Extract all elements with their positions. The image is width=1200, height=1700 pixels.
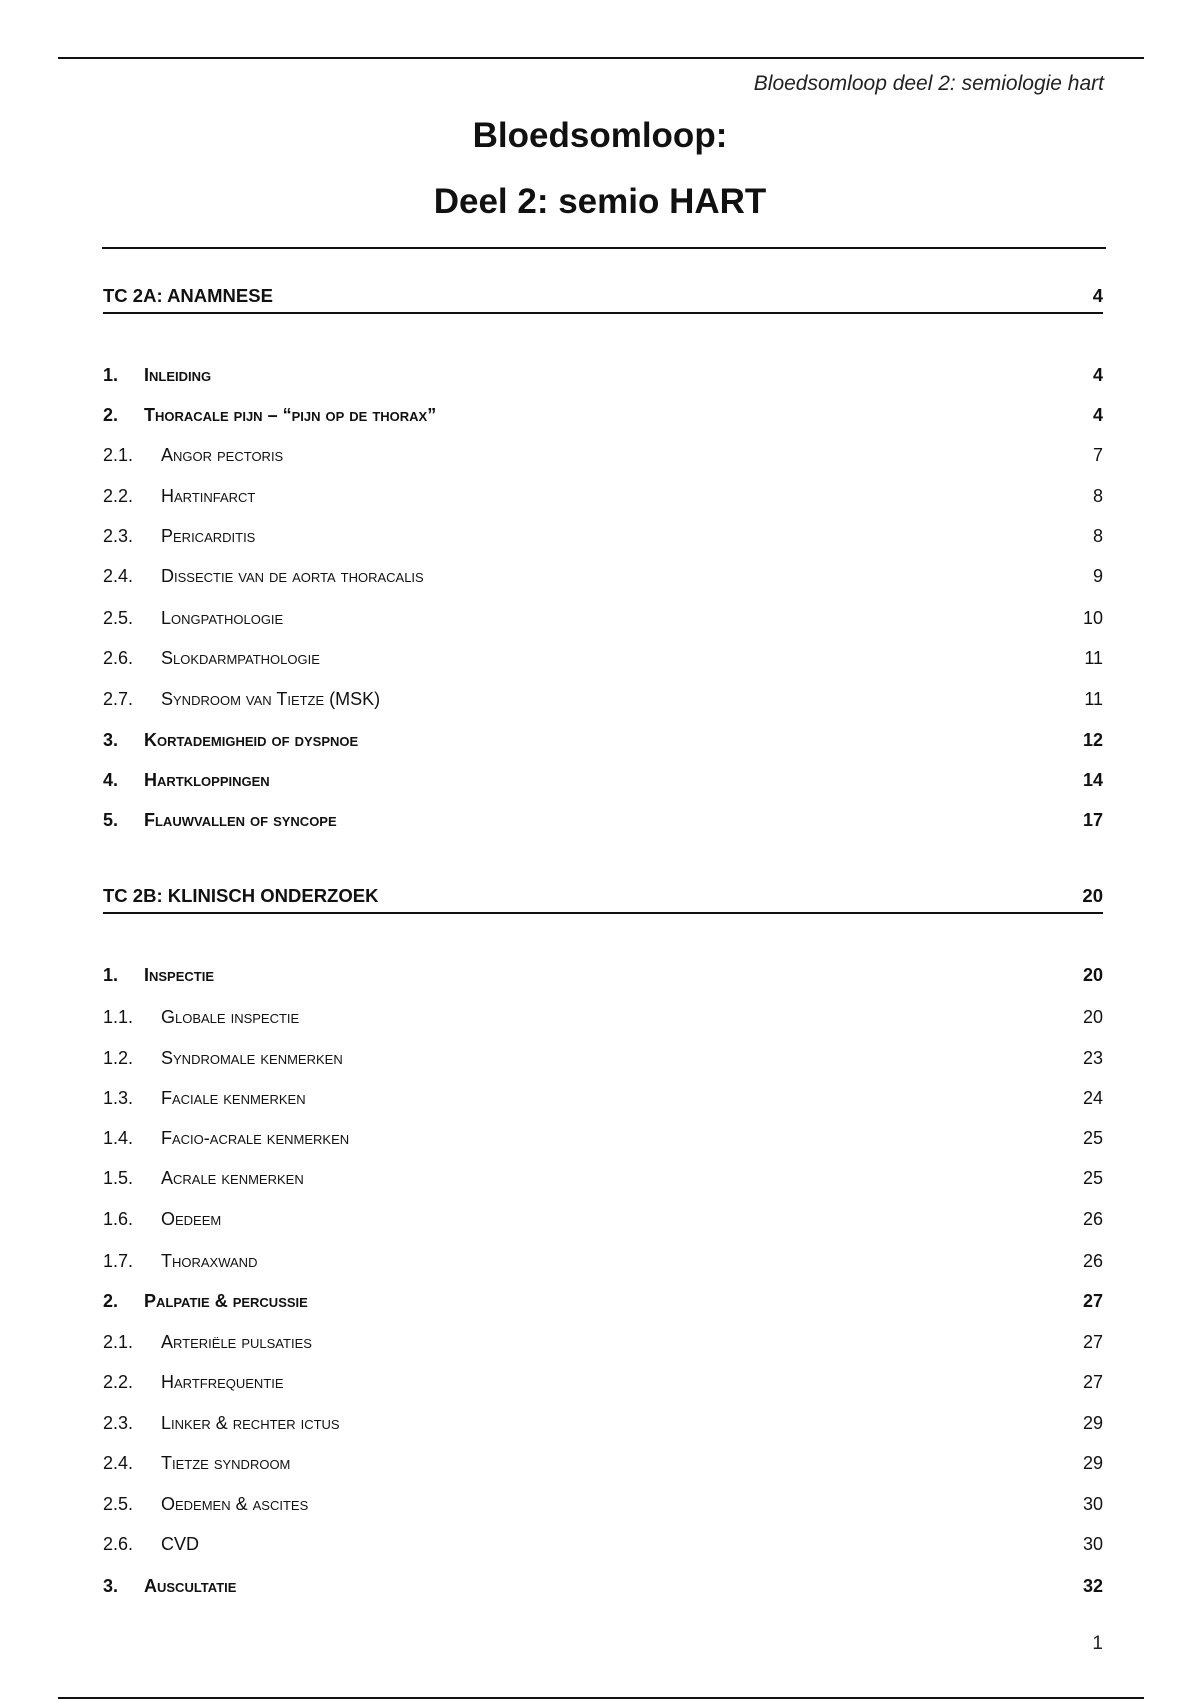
toc-entry-label: Flauwvallen of syncope [144, 810, 337, 830]
toc-entry-label: Linker & rechter ictus [161, 1413, 340, 1433]
toc-entry-number: 1.2. [103, 1048, 134, 1068]
toc-entry[interactable] [103, 644, 1103, 672]
document-subtitle: Deel 2: semio HART [433, 182, 767, 221]
toc-entry-label: Dissectie van de aorta thoracalis [161, 566, 424, 586]
toc-entry-page: 8 [1092, 486, 1103, 506]
toc-entry[interactable] [103, 604, 1103, 632]
toc-entry-number: 2.5. [103, 1494, 134, 1514]
toc-entry[interactable] [103, 1003, 1103, 1031]
toc-section-page: 4 [1092, 285, 1103, 306]
toc-entry-page: 26 [1082, 1209, 1103, 1229]
toc-entry-page: 9 [1092, 566, 1103, 586]
toc-entry-label: Inspectie [144, 965, 215, 985]
toc-entry-page: 20 [1082, 1007, 1103, 1027]
toc-entry[interactable] [103, 1449, 1103, 1477]
toc-entry[interactable] [103, 726, 1103, 754]
toc-entry[interactable] [103, 1084, 1103, 1112]
toc-entry[interactable] [103, 806, 1103, 834]
toc-entry-page: 27 [1082, 1332, 1103, 1352]
toc-entry[interactable] [103, 401, 1103, 429]
toc-entry-number: 2. [103, 1291, 119, 1311]
toc-entry-number: 1.6. [103, 1209, 134, 1229]
toc-entry-label: Acrale kenmerken [161, 1168, 304, 1188]
toc-section-page: 20 [1082, 885, 1103, 906]
toc-entry-page: 32 [1082, 1576, 1103, 1596]
toc-entry-label: Longpathologie [161, 608, 284, 628]
bottom-rule [58, 1697, 1144, 1699]
toc-entry-page: 10 [1082, 608, 1103, 628]
toc-entry-page: 7 [1092, 445, 1103, 465]
toc-entry-label: Thoracale pijn – “pijn op de thorax” [144, 405, 437, 425]
toc-section-label: TC 2B: KLINISCH ONDERZOEK [103, 885, 379, 906]
toc-entry[interactable] [103, 1124, 1103, 1152]
toc-entry-page: 17 [1082, 810, 1103, 830]
toc-entry-number: 1.1. [103, 1007, 134, 1027]
toc-entry-page: 8 [1092, 526, 1103, 546]
toc-entry-page: 4 [1092, 365, 1103, 385]
toc-entry-label: Syndromale kenmerken [161, 1048, 343, 1068]
toc-entry-page: 27 [1082, 1291, 1103, 1311]
toc-entry-page: 12 [1082, 730, 1103, 750]
title-rule [102, 247, 1106, 249]
toc-entry[interactable] [103, 1572, 1103, 1600]
toc-entry-number: 5. [103, 810, 119, 830]
toc-entry-label: Hartinfarct [161, 486, 256, 506]
toc-entry-page: 25 [1082, 1128, 1103, 1148]
toc-entry[interactable] [103, 1328, 1103, 1356]
toc-entry-label: Hartkloppingen [144, 770, 270, 790]
toc-entry-number: 2.6. [103, 1534, 134, 1554]
toc-entry-page: 11 [1084, 648, 1103, 668]
toc-entry-number: 2. [103, 405, 119, 425]
toc-entry-label: Oedemen & ascites [161, 1494, 309, 1514]
toc-entry-label: Syndroom van Tietze (MSK) [161, 689, 381, 709]
toc-entry-page: 24 [1082, 1088, 1103, 1108]
toc-entry-number: 4. [103, 770, 119, 790]
toc-entry-page: 25 [1082, 1168, 1103, 1188]
toc-entry-label: Palpatie & percussie [144, 1291, 308, 1311]
toc-section-anamnese[interactable] [103, 282, 1103, 314]
toc-entry-number: 1.4. [103, 1128, 134, 1148]
toc-entry[interactable] [103, 1247, 1103, 1275]
toc-entry-label: Oedeem [161, 1209, 222, 1229]
toc-entry[interactable] [103, 562, 1103, 590]
page-number: 1 [1092, 1633, 1103, 1654]
toc-entry-label: Auscultatie [144, 1576, 237, 1596]
toc-entry[interactable] [103, 1530, 1103, 1558]
toc-entry-number: 2.3. [103, 1413, 134, 1433]
toc-entry-label: Slokdarmpathologie [161, 648, 320, 668]
document-title: Bloedsomloop: [472, 116, 728, 155]
toc-entry-number: 2.4. [103, 566, 134, 586]
toc-entry[interactable] [103, 1205, 1103, 1233]
toc-entry-page: 29 [1082, 1413, 1103, 1433]
toc-entry-number: 1.7. [103, 1251, 134, 1271]
toc-entry[interactable] [103, 1164, 1103, 1192]
toc-entry-number: 2.5. [103, 608, 134, 628]
toc-entry-page: 23 [1082, 1048, 1103, 1068]
toc-entry-number: 2.3. [103, 526, 134, 546]
toc-entry-number: 2.4. [103, 1453, 134, 1473]
toc-entry-label: CVD [161, 1534, 200, 1554]
toc-entry-number: 2.6. [103, 648, 134, 668]
toc-entry[interactable] [103, 361, 1103, 389]
toc-entry-number: 2.1. [103, 1332, 134, 1352]
toc-entry-page: 26 [1082, 1251, 1103, 1271]
toc-entry-label: Faciale kenmerken [161, 1088, 306, 1108]
top-rule [58, 57, 1144, 59]
toc-entry[interactable] [103, 1044, 1103, 1072]
toc-entry[interactable] [103, 1368, 1103, 1396]
toc-section-label: TC 2A: ANAMNESE [103, 285, 273, 306]
toc-entry-page: 20 [1082, 965, 1103, 985]
toc-entry-page: 29 [1082, 1453, 1103, 1473]
toc-entry-number: 2.2. [103, 486, 134, 506]
toc-entry-label: Thoraxwand [161, 1251, 258, 1271]
toc-entry-label: Kortademigheid of dyspnoe [144, 730, 359, 750]
toc-entry[interactable] [103, 1409, 1103, 1437]
toc-entry-number: 1. [103, 965, 119, 985]
toc-entry-number: 1.5. [103, 1168, 134, 1188]
toc-entry-number: 2.7. [103, 689, 134, 709]
toc-entry[interactable] [103, 482, 1103, 510]
toc-entry[interactable] [103, 522, 1103, 550]
toc-entry-page: 30 [1082, 1534, 1103, 1554]
toc-entry-page: 14 [1082, 770, 1103, 790]
toc-entry-label: Angor pectoris [161, 445, 284, 465]
toc-entry[interactable] [103, 1287, 1103, 1315]
toc-entry-label: Globale inspectie [161, 1007, 300, 1027]
toc-entry-page: 11 [1084, 689, 1103, 709]
toc-entry-label: Inleiding [144, 365, 212, 385]
toc-entry-page: 4 [1092, 405, 1103, 425]
toc-entry-number: 3. [103, 1576, 119, 1596]
toc-entry[interactable] [103, 441, 1103, 469]
toc-entry-number: 1. [103, 365, 119, 385]
toc-entry[interactable] [103, 1490, 1103, 1518]
toc-entry-page: 30 [1082, 1494, 1103, 1514]
toc-entry-label: Arteriële pulsaties [161, 1332, 312, 1352]
toc-entry-number: 3. [103, 730, 119, 750]
toc-entry-page: 27 [1082, 1372, 1103, 1392]
toc-entry-number: 2.1. [103, 445, 134, 465]
running-header: Bloedsomloop deel 2: semiologie hart [753, 72, 1104, 95]
toc-entry-label: Tietze syndroom [161, 1453, 291, 1473]
toc-entry-number: 2.2. [103, 1372, 134, 1392]
toc-entry-label: Pericarditis [161, 526, 256, 546]
toc-entry[interactable] [103, 685, 1103, 713]
toc-entry[interactable] [103, 961, 1103, 989]
toc-entry-number: 1.3. [103, 1088, 134, 1108]
toc-section-klinisch-onderzoek[interactable] [103, 882, 1103, 914]
toc-entry-label: Facio-acrale kenmerken [161, 1128, 350, 1148]
toc-entry[interactable] [103, 766, 1103, 794]
toc-entry-label: Hartfrequentie [161, 1372, 284, 1392]
